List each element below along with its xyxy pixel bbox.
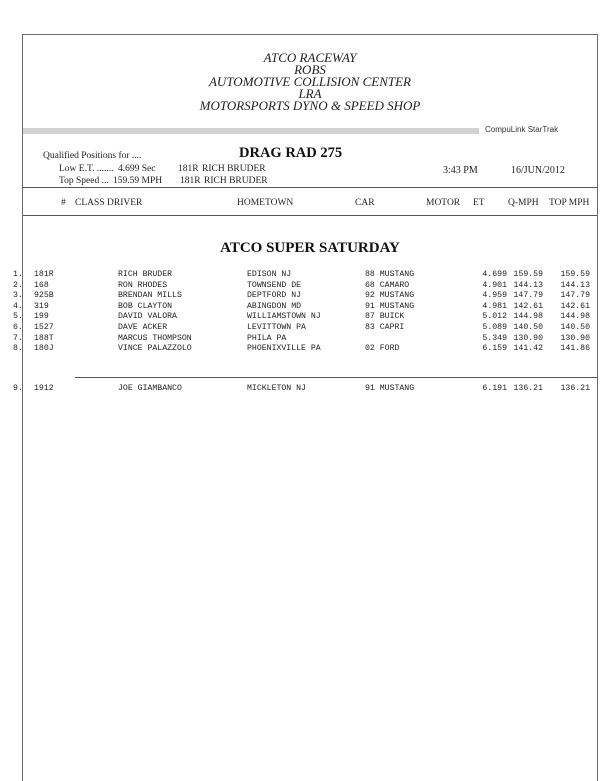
cell-car: 92 MUSTANG	[365, 291, 415, 301]
print-time: 3:43 PM	[443, 165, 478, 176]
cell-num: 1912	[34, 384, 54, 393]
cell-topmph: 141.86	[560, 344, 590, 354]
cell-driver: BOB CLAYTON	[118, 301, 173, 311]
cell-hometown: WILLIAMSTOWN NJ	[247, 312, 321, 322]
cell-topmph: 159.59	[560, 270, 590, 279]
col-class: CLASS	[75, 198, 105, 208]
cell-pos: 1.	[13, 270, 23, 279]
col-num: #	[61, 198, 66, 208]
cell-num: 1527	[34, 323, 54, 332]
cell-topmph: 142.61	[560, 301, 590, 311]
cell-et: 6.191	[482, 384, 507, 393]
cell-pos: 4.	[13, 301, 23, 311]
cell-et: 4.699	[482, 270, 507, 279]
cell-num: 925B	[34, 291, 54, 301]
col-qmph: Q-MPH	[508, 198, 539, 208]
col-driver: DRIVER	[107, 198, 143, 208]
results-sheet	[13, 34, 598, 781]
cell-hometown: TOWNSEND DE	[247, 280, 302, 290]
cell-driver: RICH BRUDER	[118, 270, 173, 279]
low-et-driver: RICH BRUDER	[202, 164, 266, 174]
cell-qmph: 136.21	[513, 384, 543, 393]
header-line: LRA	[298, 86, 322, 101]
cell-driver: DAVID VALORA	[118, 312, 177, 322]
cell-car: 02 FORD	[365, 344, 400, 354]
cell-qmph: 141.42	[513, 344, 543, 354]
qualified-title: Qualified Positions for ....	[43, 151, 142, 161]
cell-et: 6.159	[482, 344, 507, 354]
cell-pos: 9.	[13, 384, 23, 393]
low-et-car: 181R	[178, 164, 199, 174]
cell-topmph: 130.90	[560, 333, 590, 343]
cell-pos: 6.	[13, 323, 23, 332]
cell-hometown: MICKLETON NJ	[247, 384, 306, 393]
cell-qmph: 142.61	[513, 301, 543, 311]
cell-qmph: 147.79	[513, 291, 543, 301]
cell-topmph: 147.79	[560, 291, 590, 301]
cell-num: 199	[34, 312, 49, 322]
cell-qmph: 144.13	[513, 280, 543, 290]
cell-qmph: 140.50	[513, 323, 543, 332]
cell-pos: 5.	[13, 312, 23, 322]
top-speed-label: Top Speed ...	[59, 176, 109, 186]
cell-topmph: 144.13	[560, 280, 590, 290]
col-motor: MOTOR	[426, 198, 461, 208]
cell-hometown: DEPTFORD NJ	[247, 291, 302, 301]
cell-car: 88 MUSTANG	[365, 270, 415, 279]
table-row	[13, 344, 597, 356]
cell-num: 180J	[34, 344, 54, 354]
cell-pos: 7.	[13, 333, 23, 343]
cell-hometown: PHILA PA	[247, 333, 287, 343]
cell-driver: JOE GIAMBANCO	[118, 384, 182, 393]
cell-topmph: 144.98	[560, 312, 590, 322]
header-line: ATCO RACEWAY	[263, 50, 357, 65]
cell-et: 5.089	[482, 323, 507, 332]
header-rule-top	[23, 187, 597, 188]
header-rule-bottom	[23, 215, 597, 216]
alternate-row	[13, 384, 597, 396]
cell-pos: 8.	[13, 344, 23, 354]
cell-qmph: 130.90	[513, 333, 543, 343]
cell-hometown: LEVITTOWN PA	[247, 323, 306, 332]
col-et: ET	[473, 198, 485, 208]
top-speed-value: 159.59 MPH	[113, 176, 163, 186]
header-line: MOTORSPORTS DYNO & SPEED SHOP	[199, 98, 421, 113]
header-line: AUTOMOTIVE COLLISION CENTER	[208, 74, 411, 89]
cell-driver: DAVE ACKER	[118, 323, 168, 332]
print-date: 16/JUN/2012	[511, 165, 565, 176]
top-speed-driver: RICH BRUDER	[204, 176, 268, 186]
cell-driver: VINCE PALAZZOLO	[118, 344, 192, 354]
cell-topmph: 136.21	[560, 384, 590, 393]
cell-car: 83 CAPRI	[365, 323, 405, 332]
cell-pos: 3.	[13, 291, 23, 301]
sponsor-header	[23, 51, 597, 111]
cell-car: 91 MUSTANG	[365, 384, 415, 393]
header-line: ROBS	[294, 62, 326, 77]
cell-qmph: 159.59	[513, 270, 543, 279]
cell-car: 87 BUICK	[365, 312, 405, 322]
alternate-separator	[75, 377, 597, 378]
cell-driver: RON RHODES	[118, 280, 168, 290]
cell-driver: BRENDAN MILLS	[118, 291, 182, 301]
cell-et: 4.901	[482, 280, 507, 290]
col-top-mph: TOP MPH	[549, 198, 590, 208]
cell-num: 319	[34, 301, 49, 311]
cell-hometown: ABINGDON MD	[247, 301, 302, 311]
software-name: CompuLink StarTrak	[485, 125, 559, 134]
event-subtitle: ATCO SUPER SATURDAY	[220, 240, 400, 256]
low-et-value: 4.699 Sec	[118, 164, 156, 174]
cell-et: 4.959	[482, 291, 507, 301]
cell-car: 68 CAMARO	[365, 280, 410, 290]
cell-hometown: PHOENIXVILLE PA	[247, 344, 321, 354]
event-name: DRAG RAD 275	[239, 145, 343, 161]
cell-pos: 2.	[13, 280, 23, 290]
top-speed-car: 181R	[180, 176, 201, 186]
cell-num: 168	[34, 280, 49, 290]
cell-car: 91 MUSTANG	[365, 301, 415, 311]
cell-num: 188T	[34, 333, 54, 343]
cell-driver: MARCUS THOMPSON	[118, 333, 192, 343]
dotted-divider	[23, 128, 479, 134]
cell-num: 181R	[34, 270, 54, 279]
cell-qmph: 144.98	[513, 312, 543, 322]
cell-topmph: 140.50	[560, 323, 590, 332]
cell-et: 4.981	[482, 301, 507, 311]
cell-hometown: EDISON NJ	[247, 270, 292, 279]
low-et-label: Low E.T. .......	[59, 164, 114, 174]
col-hometown: HOMETOWN	[237, 198, 294, 208]
col-car: CAR	[355, 198, 375, 208]
cell-et: 5.012	[482, 312, 507, 322]
cell-et: 5.349	[482, 333, 507, 343]
